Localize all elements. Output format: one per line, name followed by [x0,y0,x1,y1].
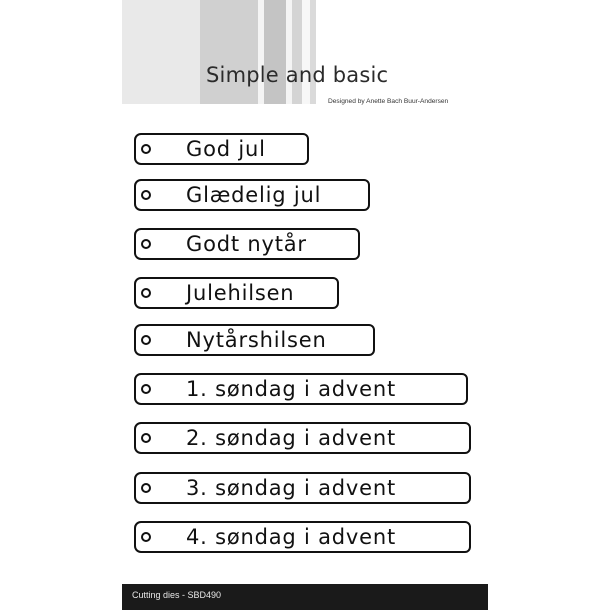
hole-icon [141,384,151,394]
hole-icon [141,335,151,345]
tag-label: God jul [186,137,266,161]
hole-icon [141,483,151,493]
hole-icon [141,532,151,542]
tag-julehilsen [134,277,339,309]
hole-icon [141,288,151,298]
tag-label: 3. søndag i advent [186,476,397,500]
tag-label: Glædelig jul [186,183,322,207]
designer-credit: Designed by Anette Bach Buur-Andersen [328,98,449,105]
tag-advent-1 [134,373,468,405]
tag-godt-nytaar [134,228,360,260]
tag-glaedelig-jul [134,179,370,211]
brand-title: Simple and basic [206,63,389,87]
tag-label: 1. søndag i advent [186,377,397,401]
tag-label: Julehilsen [186,281,295,305]
tag-label: Nytårshilsen [186,328,327,352]
tag-list [122,0,488,560]
tag-god-jul [134,133,309,165]
footer-bar [122,584,488,610]
tag-advent-4 [134,521,471,553]
tag-label: 2. søndag i advent [186,426,397,450]
footer-text: Cutting dies - SBD490 [132,590,222,600]
hole-icon [141,239,151,249]
tag-label: Godt nytår [186,232,307,256]
tag-advent-3 [134,472,471,504]
hole-icon [141,433,151,443]
hole-icon [141,144,151,154]
tag-advent-2 [134,422,471,454]
hole-icon [141,190,151,200]
tag-nytaarshilsen [134,324,375,356]
product-card [122,0,488,610]
tag-label: 4. søndag i advent [186,525,397,549]
